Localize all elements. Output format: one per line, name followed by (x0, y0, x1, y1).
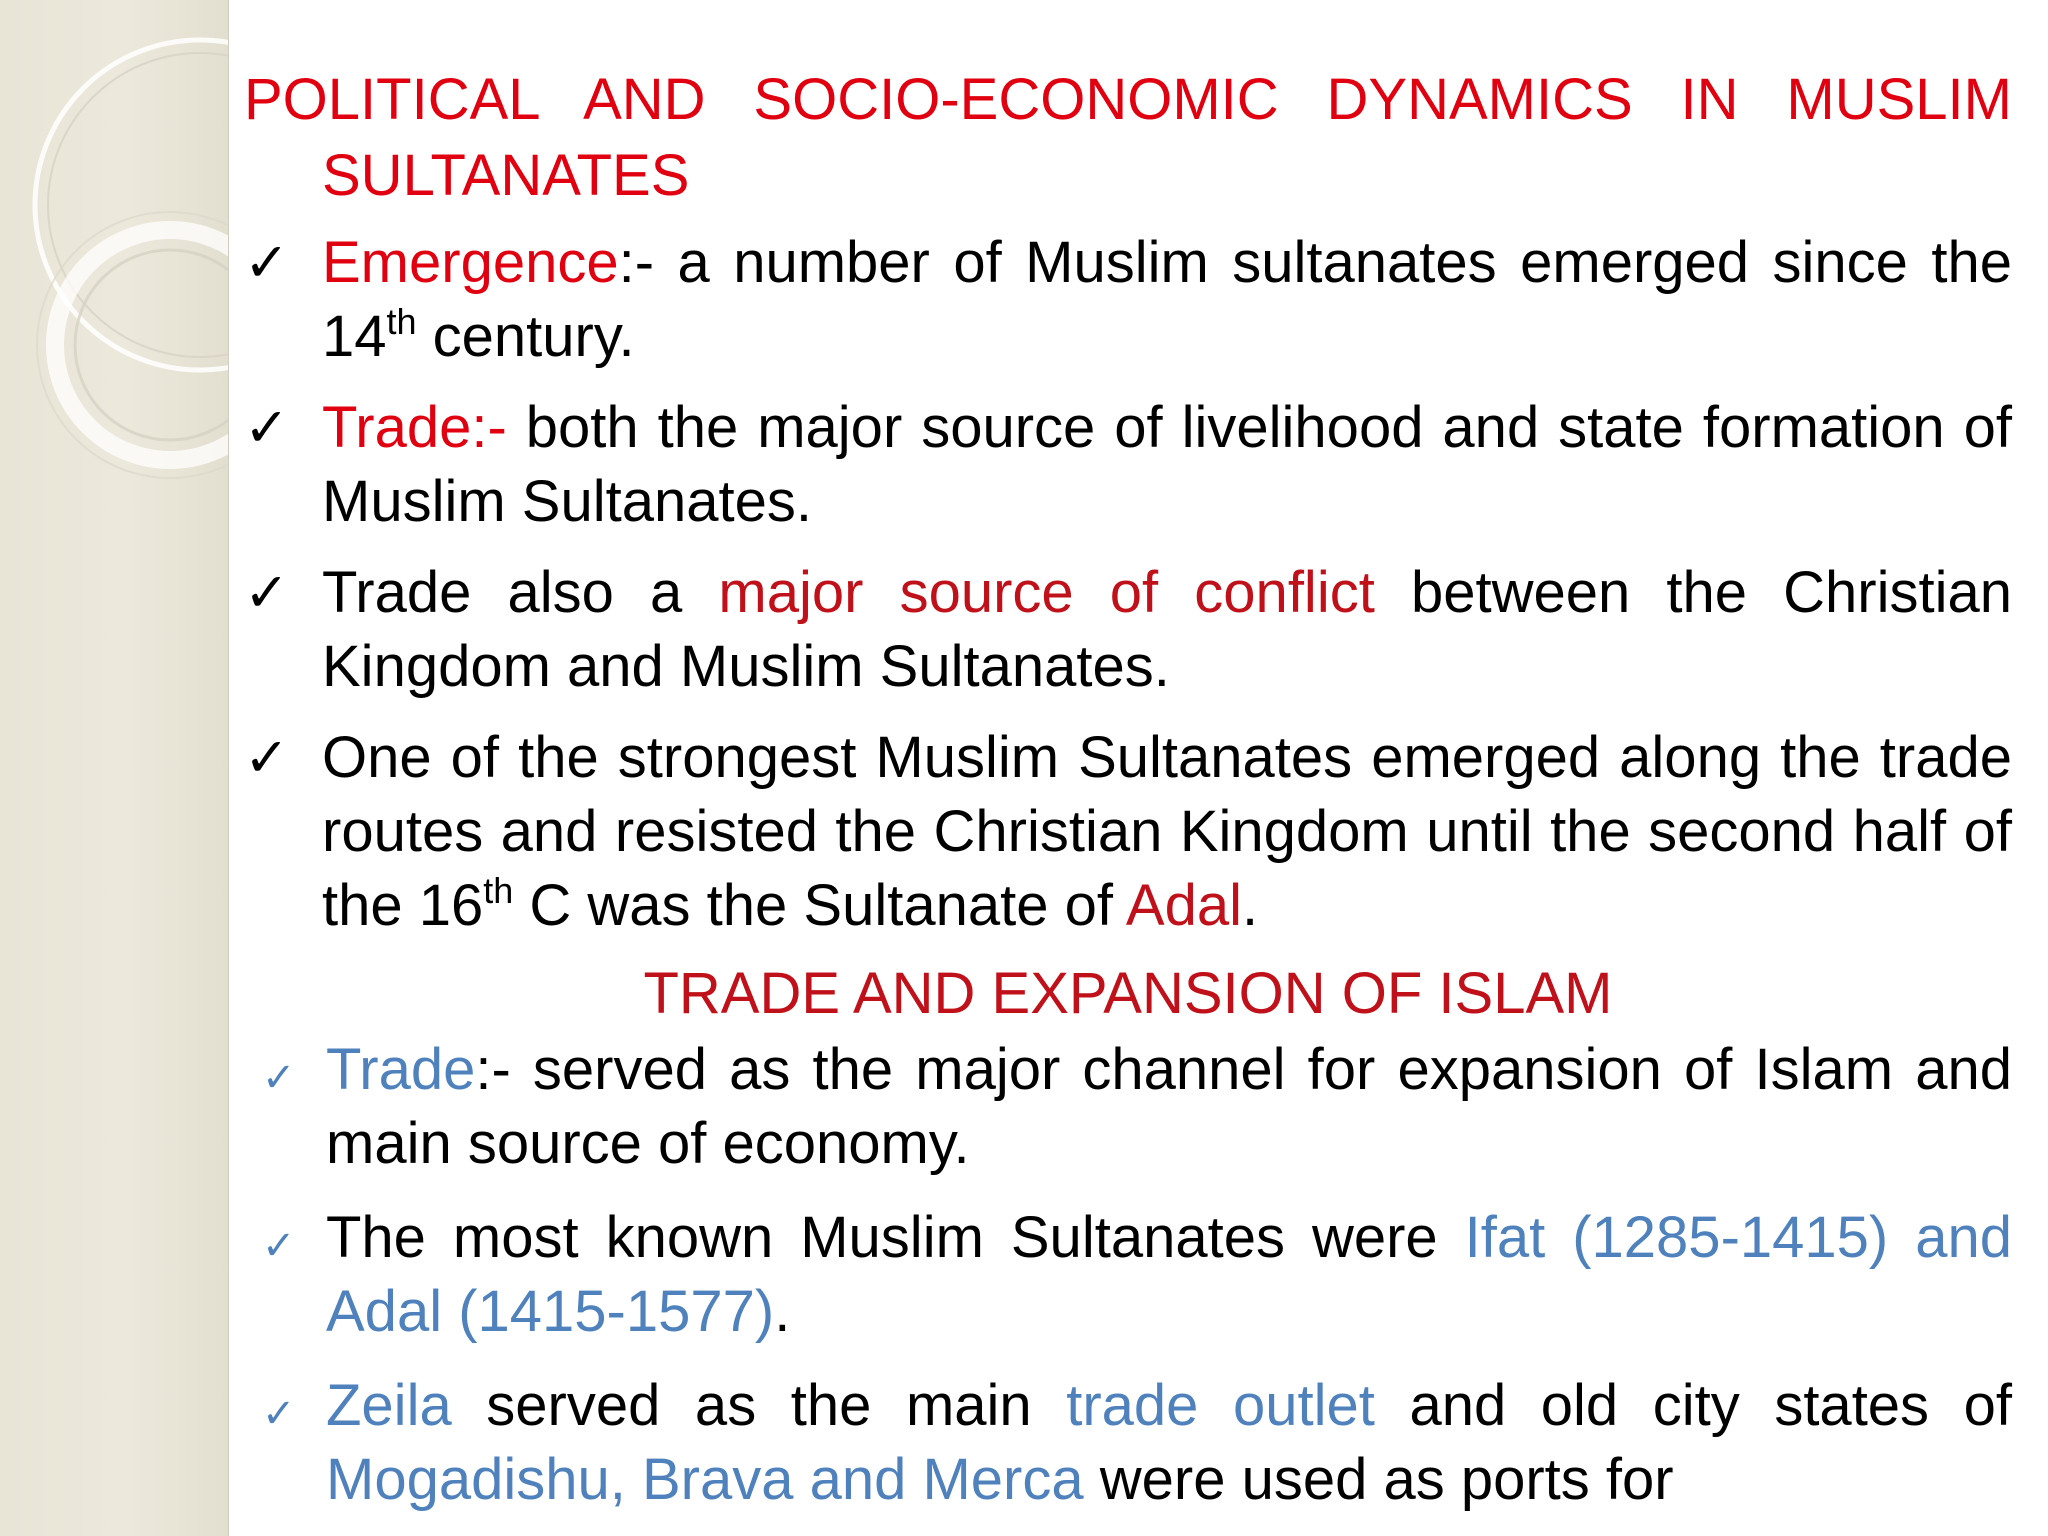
decorative-rings (0, 0, 228, 1536)
bullet-text: The most known Muslim Sultanates were (326, 1205, 1465, 1270)
decorative-sidebar (0, 0, 229, 1536)
sub-bullet-trade (244, 1033, 2012, 1181)
bullet-text-tail: century. (416, 304, 635, 369)
bullet-highlight: major source of conflict (718, 560, 1375, 625)
bullet-text-mid: and old city states of (1374, 1373, 2012, 1438)
bullet-text-tail: were used as ports for (1083, 1447, 1674, 1512)
bullet-highlight: Adal (1125, 873, 1242, 938)
bullet-text: served as the main (451, 1373, 1067, 1438)
bullet-highlight: Ifat (1285-1415) and Adal (1415-1577) (326, 1205, 2012, 1344)
bullet-highlight: trade outlet (1066, 1373, 1375, 1438)
bullet-text: :- a number of Muslim sultanates emerged since the 14 (322, 230, 2012, 369)
sub-bullet-sultanates (244, 1201, 2012, 1349)
section-subheading: TRADE AND EXPANSION OF ISLAM (643, 961, 1613, 1026)
bullet-text-tail: between the Christian Kingdom and Muslim Sultanates. (322, 560, 2012, 699)
bullet-text-tail: . (774, 1279, 791, 1344)
check-icon: ✓ (262, 1392, 296, 1436)
sub-bullet-zeila (244, 1369, 2012, 1517)
check-icon: ✓ (244, 728, 290, 788)
bullet-text-tail: . (1242, 873, 1259, 938)
bullet-lead: Trade (326, 1037, 476, 1102)
bullet-trade (244, 391, 2012, 539)
bullet-lead: Zeila (326, 1373, 452, 1438)
bullet-text: One of the strongest Muslim Sultanates emerged along the trade routes and resisted the Christian Kingdom until the second half of the 16 (322, 725, 2012, 938)
bullet-highlight-ports: Mogadishu, Brava and Merca (326, 1447, 1084, 1512)
bullet-lead: Emergence (322, 230, 619, 295)
bullet-text: Trade also a (322, 560, 719, 625)
bullet-text: both the major source of livelihood and state formation of Muslim Sultanates. (322, 395, 2012, 534)
bullet-text-mid: C was the Sultanate of (513, 873, 1126, 938)
bullet-lead: Trade:- (322, 395, 507, 460)
check-icon: ✓ (262, 1056, 296, 1100)
check-icon: ✓ (244, 233, 290, 293)
slide-content (244, 62, 2012, 1517)
bullet-text: :- served as the major channel for expansion of Islam and main source of economy. (326, 1037, 2012, 1176)
bullet-adal (244, 721, 2012, 943)
bullet-emergence (244, 226, 2012, 374)
check-icon: ✓ (244, 398, 290, 458)
check-icon: ✓ (244, 563, 290, 623)
check-icon: ✓ (262, 1224, 296, 1268)
bullet-conflict (244, 556, 2012, 704)
superscript: th (483, 870, 514, 911)
slide-title: POLITICAL AND SOCIO-ECONOMIC DYNAMICS IN MUSLIM SULTANATES (244, 67, 2012, 208)
superscript: th (386, 301, 417, 342)
